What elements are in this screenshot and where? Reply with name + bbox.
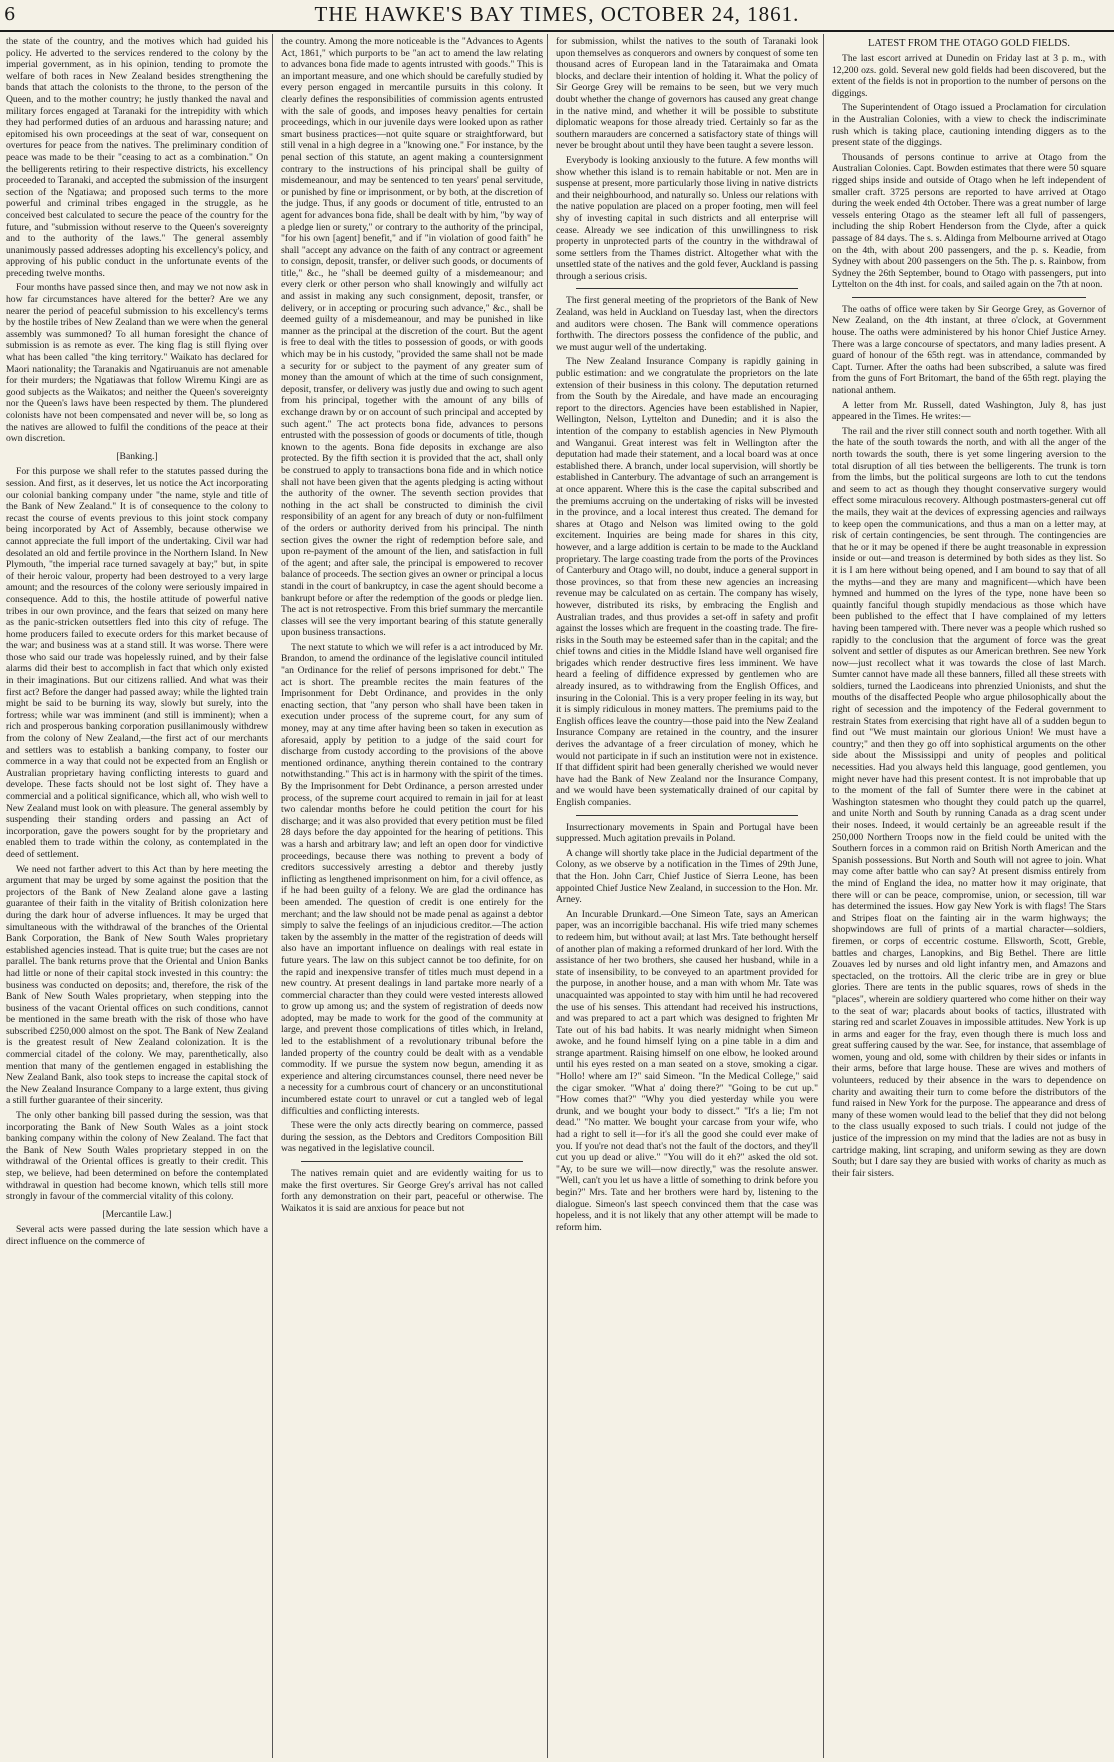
column-3 xyxy=(556,36,818,1756)
section-heading-banking: [Banking.] xyxy=(116,450,158,462)
column-rule xyxy=(272,34,273,1758)
paragraph: The natives remain quiet and are evidently waiting for us to make the first overtures. Sir George Grey's arrival has not called forth any demonstration on their part, peaceful or otherwise. The Waikatos it is said are anxious for peace but not xyxy=(281,1168,543,1214)
paragraph: A letter from Mr. Russell, dated Washington, July 8, has just appeared in the Times. He writes:— xyxy=(832,399,1106,423)
paragraph: The New Zealand Insurance Company is rapidly gaining in public estimation: and we congratulate the proprietors on the late extension of their business in this colony. The deputation returned from the South by the Airedale, and have made an encouraging report to the directors. Agencies have been established in Napier, Wellington, Nelson, Lyttelton and Dunedin; and it is also the intention of the company to establish agencies in New Plymouth and Wanganui. Great interest was felt in Wellington after the deputation had made their statement, and a local board was at once established there. A branch, under local supervision, will shortly be established in Canterbury. The advantage of such an arrangement is at once apparent. Where this is the case the capital subscribed and the premiums accruing on the undertaking of risks will be invested in the province, and a local interest thus created. The demand for shares at Otago and Nelson was limited owing to the gold excitement. Inquiries are being made for shares in this city, however, and a large addition is certain to be made to the Auckland proprietary. The large coasting trade from the ports of the Provinces of Canterbury and Otago will, no doubt, induce a general support in those provinces, so that from these new agencies an increasing revenue may be calculated on as certain. The company has wisely, however, distributed its risks, by embracing the English and Australian trades, and thus provides a set-off in safety and profit against the losses which are frequent in the coasting trade. The fire-risks in the South may be esteemed safer than in the capital; and the chief towns and cities in the Middle Island have well organised fire brigades which render destructive fires less imminent. We have heard a feeling of diffidence expressed by gentlemen who are already insured, as to withdrawing from the English Offices, and insuring in the Colonial. This is a very proper feeling in its way, but it is simply ridiculous in money matters. The premiums paid to the English offices leave the country—those paid into the New Zealand Insurance Company are retained in the country, and the insurer derives the advantage of a freer circulation of money, which he would not participate in if such an institution were not in existence. If that diffident spirit had been generally cherished we would never have had the Bank of New Zealand nor the Insurance Company, and we would have been systematically drained of our capital by English companies. xyxy=(556,356,818,808)
divider xyxy=(576,815,798,816)
column-2 xyxy=(281,36,543,1756)
paragraph: the country. Among the more noticeable is the "Advances to Agents Act, 1861," which purports to be "an act to amend the law relating to advances bona fide made to agents intrusted with goods." This is an important measure, and one which should be carefully studied by every person engaged in mercantile pursuits in this colony. It clearly defines the responsibilities of commission agents entrusted with the sale of goods, and imposes heavy penalties for certain proceedings, which in our juvenile days were looked upon as rather smart business practices—not quite square or straightforward, but still venal in a high degree in a "knowing one." For instance, by the penal section of this statute, an agent making a countersignment contrary to the instructions of his principal shall be guilty of misdemeanour, and may be sentenced to ten years' penal servitude, or punished by fine or imprisonment, or by both, at the discretion of the judge. Thus, if any goods or document of title, entrusted to an agent for advances bona fide, shall be dealt with by him, "by way of a pledge lien or surety," or contrary to the authority of the principal, "for his own [agent] benefit," and if "in violation of good faith" he shall "accept any advance on the faith of any contract or agreement to consign, deposit, transfer, or deliver such goods, or documents of title," &c., he "shall be deemed guilty of a misdemeanour; and every clerk or other person who shall knowingly and wilfully act and assist in making any such consignment, deposit, transfer, or delivery, or in accepting or procuring such advance," &c., shall be deemed guilty of a misdemeanour, and may be punished in like manner as the principal at the discretion of the court. But the agent is free to deal with the titles to possession of goods, or with goods which may be in his custody, "provided the same shall not be made a security for or subject to the payment of any greater sum of money than the amount of which at the time of such consignment, deposit, transfer, or delivery was justly due and owing to such agent from his principal, together with the amount of any bills of exchange drawn by or on account of such principal and accepted by such agent." The act protects bona fide, advances to persons entrusted with the possession of goods or documents of title, though known to the agents. Bona fide deposits in exchange are also protected. By the fifth section it is provided that the act, shall only be construed to apply to transactions bona fide and in which notice shall not have been given that the agents pledging is acting without the authority of the owner. The seventh section provides that nothing in the act shall be constructed to diminish the civil responsibility of an agent for any breach of duty or non-fulfilment of the orders or authority derived from his principal. The ninth section gives the owner the right of redemption before sale, and upon re-payment of the amount of the lien, and satisfaction in full of the agent; and after sale, the principal is empowered to recover balance of proceeds. The section gives an owner or principal a locus standi in the court of bankruptcy, in case the agent should become a bankrupt before or after the redemption of the goods or pledge lien. The act is not retrospective. From this brief summary the mercantile classes will see the very important bearing of this statute generally upon business transactions. xyxy=(281,36,543,639)
section-heading-mercantile-law: [Mercantile Law.] xyxy=(102,1208,172,1220)
paragraph: For this purpose we shall refer to the statutes passed during the session. And first, as it deserves, let us notice the Act incorporating our colonial banking company under "the name, style and title of the Bank of New Zealand." It is of consequence to the colony to recast the course of events previous to this joint stock company being incorporated by Act of Assembly, because otherwise we cannot appreciate the full import of the undertaking. Civil war had desolated an old and fertile province in the Northern Island. In New Plymouth, "the imperial race turned savagely at bay;" but, in spite of their heroic valour, property had been destroyed to a very large amount; and the resources of the colony were seriously impaired in consequence. Add to this, the hostile attitude of powerful native tribes in our own province, and the fears that seized on many here as the panic-stricken outsettlers fled into this city of refuge. The home producers failed to execute orders for this market because of the war; and business was at a stand still. It was worse. There were those who said our trade was hopelessly ruined, and by their false alarms did their best to accomplish in fact that which only existed in their imaginations. But our citizens rallied. And what was their first act? Before the danger had passed away; while the lighted train might be said to be burning its way, slowly but surely, into the fortress; while war was imminent (and still is imminent); when a rich and prosperous banking corporation pusillanimously withdrew from the colony of New Zealand,—the first act of our merchants and settlers was to establish a banking company, to foster our commerce in a way that could not be expected from an English or Australian proprietary having conflicting interests to guard and develope. These facts should not be lost sight of. They have a commercial and a political significance, which all, who wish well to New Zealand must look on with pleasure. The general assembly by suspending their standing orders and passing an Act of incorporation, gave the powers sought for by the proprietary and enabled them to trade within the colony, as contemplated in the deed of settlement. xyxy=(6,466,268,860)
column-rule xyxy=(823,34,824,1758)
paragraph: The first general meeting of the proprietors of the Bank of New Zealand, was held in Auckland on Tuesday last, when the directors and auditors were chosen. The Bank will commence operations forthwith. The directors possess the confidence of the public, and we must augur well of the undertaking. xyxy=(556,295,818,353)
newspaper-title: THE HAWKE'S BAY TIMES, OCTOBER 24, 1861. xyxy=(314,2,800,26)
paragraph: Insurrectionary movements in Spain and Portugal have been suppressed. Much agitation prevails in Poland. xyxy=(556,821,818,845)
column-1 xyxy=(6,36,268,1756)
divider xyxy=(576,288,798,289)
paragraph: for submission, whilst the natives to the south of Taranaki look upon themselves as conquerors and owners by conquest of some ten thousand acres of European land in the Tataraimaka and Omata blocks, and declare their intention of holding it. What the policy of Sir George Grey will be remains to be seen, but we very much doubt whether the change of governors has caused any great change in the native mind, and whether it will be possible to substitute diplomatic weapons for those already tried. Certainly so far as the southern marauders are concerned a satisfactory state of things will never be brought about until they have been taught a severe lesson. xyxy=(556,36,818,152)
paragraph: Several acts were passed during the late session which have a direct influence on the commerce of xyxy=(6,1224,268,1247)
paragraph: The last escort arrived at Dunedin on Friday last at 3 p. m., with 12,200 ozs. gold. Several new gold fields had been discovered, but the extent of the fields is not in proportion to the number of persons on the diggings. xyxy=(832,53,1106,99)
paragraph: Thousands of persons continue to arrive at Otago from the Australian Colonies. Capt. Bowden estimates that there were 50 square rigged ships inside and outside of Otago when he left independent of smaller craft. 3725 persons are reported to have arrived at Otago during the week ended 4th October. There was a great number of large vessels entering Otago as the steamer left all full of passengers, including the ship Robert Henderson from the Clyde, after a quick passage of 84 days. The s. s. Aldinga from Melbourne arrived at Otago on the 4th, with about 200 passengers, and the p. s. Keadie, from Sydney with about 200 passengers on the 5th. The p. s. Rainbow, from Sydney the 26th September, bound to Otago with passengers, put into Lyttelton on the 4th inst. for coals, and sailed again on the 7th at noon. xyxy=(832,151,1106,291)
column-rule xyxy=(547,34,548,1758)
paragraph: We need not farther advert to this Act than by here meeting the argument that may be urged by some against the position that the projectors of the Bank of New Zealand alone gave a lasting guarantee of their faith in the vitality of British colonization here during the dark hour of adverse influences. It may be urged that simultaneous with the withdrawal of the branches of the Oriental Bank Corporation, the Bank of New South Wales proprietary established agencies instead. That is quite true; but the cases are not parallel. The bank returns prove that the Oriental and Union Banks had little or none of their capital stock invested in this country: the business was conducted on deposits; and, therefore, the risk of the Bank of New South Wales proprietary, when stepping into the business of the vacant Oriental offices on such conditions, cannot be mentioned in the same breath with the risk of those who have subscribed £250,000 almost on the spot. The Bank of New Zealand is the greatest result of New Zealand colonization. It is the commercial citadel of the colony. We may, parenthetically, also mention that many of the gentlemen engaged in establishing the New Zealand Bank, also took steps to increase the capital stock of the New Zealand Insurance Company to a large extent, thus giving a still further guarantee of their sincerity. xyxy=(6,863,268,1107)
paragraph: An Incurable Drunkard.—One Simeon Tate, says an American paper, was an incorrigible bacchanal. His wife tried many schemes to redeem him, but without avail; at last Mrs. Tate bethought herself of another plan of making a reformed drunkard of her lord. With the assistance of her two brothers, she caused her husband, while in a state of insensibility, to be conveyed to an apartment provided for the purpose, in another house, and a man with whom Mr. Tate was unacquainted was appointed to stay with him until he had recovered the use of his senses. This attendant had received his instructions, and was prepared to act a part which was designed to frighten Mr Tate out of his bad habits. It was nearly midnight when Simeon awoke, and he found himself lying on a pine table in a dim and strange apartment. Raising himself on one elbow, he looked around until his eyes rested on a man seated on a stove, smoking a cigar. "Hollo! where am I?" said Simeon. "In the Medical College," said the cigar smoker. "What a' doing there?" "Going to be cut up." "How comes that?" "Why you died yesterday while you were drunk, and we bought your body to dissect." "It's a lie; I'm not dead." "No matter. We bought your carcase from your wife, who had a right to sell it—for it's all the good she could ever make of you. If you're not dead that's not the fault of the doctors, and they'll cut you up dead or alive." "You will do it eh?" asked the old sot. "Ay, to be sure we will—now directly," was the resolute answer. "Well, can't you let us have a little of something to drink before you begin?" Mrs. Tate and her brothers were hard by, listening to the dialogue. Simeon's last speech convinced them that the case was hopeless, and it is not likely that any other attempt will be made to reform him. xyxy=(556,908,818,1233)
paragraph: Four months have passed since then, and may we not now ask in how far circumstances have altered for the better? Are we any nearer the period of peaceful submission to his excellency's terms by the hostile tribes of New Zealand than we were when the general assembly was summoned? To all human foresight the chance of submission is as remote as ever. The king flag is still flying over what has been called "the king territory." Waikato has declared for Maori nationality; the Taranakis and Ngatiruanuis are not amenable for their murders; the Ngatiawas that follow Wiremu Kingi are as good subjects as the Waikatos; and neither the Queen's sovereignty nor the Queen's laws have been respected by them. The plundered colonists have not been compensated and never will be, so long as the natives are allowed to fulfil the conditions of the peace at their own discretion. xyxy=(6,282,268,445)
paragraph: Everybody is looking anxiously to the future. A few months will show whether this island is to remain habitable or not. Men are in suspense at present, more particularly those living in native districts and their neighbourhood, and naturally so. Unless our relations with the native population are placed on a proper footing, men will feel shy of investing capital in such districts and all enterprise will cease. Already we see indication of this unwillingness to risk property in unprotected parts of the country in the withdrawal of some settlers from the Thames district. Altogether what with the unsettled state of the natives and the gold fever, Auckland is passing through a serious crisis. xyxy=(556,154,818,282)
page-number: 6 xyxy=(4,4,16,25)
divider xyxy=(301,1161,523,1162)
paragraph: The only other banking bill passed during the session, was that incorporating the Bank of New South Wales as a joint stock banking company within the colony of New Zealand. The fact that the Bank of New South Wales proprietary stepped in on the withdrawal of the Oriental offices is greatly to their credit. This step, we believe, had been determined on before the contemplated withdrawal in question had become known, which tells still more strongly in favour of the commercial vitality of this colony. xyxy=(6,1110,268,1203)
paragraph: The oaths of office were taken by Sir George Grey, as Governor of New Zealand, on the 4th instant, at three o'clock, at Government house. The oaths were administered by his honor Chief Justice Arney. There was a large concourse of spectators, and many ladies present. A guard of honour of the 65th regt. was in attendance, commanded by Capt. Turner. After the oaths had been subscribed, a salute was fired from the guns of Fort Britomart, the band of the 65th regt. playing the national anthem. xyxy=(832,303,1106,397)
divider xyxy=(852,297,1086,298)
headline-otago-gold-fields: LATEST FROM THE OTAGO GOLD FIELDS. xyxy=(868,38,1070,49)
paragraph: The Superintendent of Otago issued a Proclamation for circulation in the Australian Colonies, with a view to check the indiscriminate rush which is taking place, cautioning intending diggers as to the present state of the diggings. xyxy=(832,102,1106,149)
paragraph: A change will shortly take place in the Judicial department of the Colony, as we observe by a notification in the Times of 29th June, that the Hon. John Carr, Chief Justice of Sierra Leone, has been appointed Chief Justice New Zealand, in succession to the Hon. Mr. Arney. xyxy=(556,847,818,906)
paragraph: These were the only acts directly bearing on commerce, passed during the session, as the Debtors and Creditors Composition Bill was negatived in the legislative council. xyxy=(281,1120,543,1155)
paragraph: The rail and the river still connect south and north together. With all the hate of the south towards the north, and with all the anger of the north towards the south, there is yet some lingering aversion to the total disruption of all ties between the belligerents. The trunk is torn from the limbs, but the political surgeons are loth to cut the tendons and seem to act as though they thought conservative surgery would effect some miraculous recovery. Although postmasters-general cut off the mails, they wait at the devices of expressing agencies and railways to keep open the communications, and thus a man on a letter may, at risk of certain contingencies, be sent through. The contingencies are that he or it may be opened if there be aught treasonable in expression inside or out—and treason is determined by both sides as they list. So it is I am here without being opened, and I am bound to say that of all the myths—and they are many and magnificent—which have been hymned and hummed on the lyres of the type, none have been so quaintly fanciful though stupidly mendacious as those which have been published to the effect that I have complained of my letters having been tampered with. There never was a people which rushed so rapidly to the conclusion that the argument of force was the great solvent and settler of disputes as our American brethren. See new York now—just recollect what it was towards the close of last March. Sumter cannot have made all these banners, filled all these streets with soldiers, turned the Laodiceans into phrenzied Unionists, and shut the mouths of the disaffected People who argue philosophically about the right of secession and the impotency of the Federal government to restrain States from exercising that right have all of a sudden begun to find out "We must maintain our glorious Union! We must have a country;" and then they go off into sophistical arguments on the other side about the Mississippi and unity of peoples and political necessities. Had you always held this language, good gentlemen, you might never have had this present contest. It is not improbable that up to the moment of the fall of Sumter there were in the cabinet at Washington statesmen who thought they could patch up the quarrel, and unite North and South by running Canada as a drag scent under their noses. Indeed, it would certainly be an agreeable result if the 250,000 Northern Troops now in the field could be united with the Southern forces in a common raid on British North American and the Spanish possessions. But North and South will not agree to join. What may come after battle who can say? At present dismiss entirely from the mind of England the idea, no matter how it may originate, that there will or can be peace, compromise, union, or secession, till war has determined the issues. How gay New York is with flags! The Stars and Stripes float on the fainting air in the warm highways; the shopwindows are full of prints of a martial character—soldiers, firemen, or corps of eccentric costume. Ellsworth, Scott, Greble, battles and charges, Lanopkins, and Big Bethel. There are little Zouaves led by nurses and old light infantry men, and Amazons and spectacled, on the trottoirs. All the cleric tribe are in grey or blue glories. There are tents in the public squares, rows of sheds in the "places", wherein are soldiery quartered who come hither on their way to the seat of war; placards about books of tactics, illustrated with staring red and scarlet Zouaves in impossible attitudes. New York is up in arms and eager for the fray, even though there is much loss and great suffering caused by the war. See, for instance, that assemblage of women, young and old, some with children by their sides or infants in their arms, before that large house. These are wives and mothers of volunteers, reduced by their absence in the wars to dependence on charity and awaiting their turn to come before the distributors of the fund raised in New York for the purpose. The appearance and dress of many of these women would lead to the belief that they did not belong to the class usually exposed to such trials. I could not judge of the justice of the impression on my mind that the ladies are not as busy in cartridge making, lint scraping, and uniform sewing as they are down South; but I dare say they are busied with works of charity as much as their fair sisters. xyxy=(832,425,1106,1179)
paragraph: the state of the country, and the motives which had guided his policy. He adverted to the services rendered to the colony by the imperial government, as in his opinion, tending to promote the welfare of both races in New Zealand besides strengthening the bands that attach the colonists to the throne, to the person of the Queen, and to the mother country; he justly thanked the naval and military forces engaged at Taranaki for the intrepidity with which they had performed duties of an arduous and harassing nature; and epitomised his own proceedings at the seat of war, consequent on overtures for peace from the natives. The preliminary condition of peace was made to be their "ceasing to act as a combination." On the belligerents retiring to their respective districts, his excellency proceeded to Taranaki, and accepted the submission of the insurgent section of the Ngatiawa; and proposed such terms to the more powerful and criminal tribes engaged in the struggle, as he conceived best calculated to secure the peace of the country for the future, and "submission without reserve to the Queen's sovereignty and to the authority of the laws." The general assembly unanimously passed addresses adopting his excellency's policy, and approving of his public conduct in the unfortunate events of the preceding twelve months. xyxy=(6,36,268,279)
column-4 xyxy=(832,36,1106,1756)
paragraph: The next statute to which we will refer is a act introduced by Mr. Brandon, to amend the ordinance of the legislative council intituled "an Ordinance for the relief of persons imprisoned for debt." The act is short. The preamble recites the main features of the Imprisonment for Debt Ordinance, and provides in the only enacting section, that "any person who shall have been taken in execution under process of the supreme court, for any sum of money, may at any time after having been so taken in execution as aforesaid, apply by petition to a judge of the said court for discharge from custody according to the provisions of the above mentioned ordinance, anything therein contained to the contrary notwithstanding." This act is in harmony with the spirit of the times. By the Imprisonment for Debt Ordinance, a person arrested under process, of the supreme court acquired to remain in jail for at least two calendar months before he could petition the court for his discharge; and it was also provided that every petition must be filed 28 days before the day appointed for the hearing of petitions. This was a harsh and arbitrary law; and left an open door for vindictive proceedings, because there was nothing to prevent a body of creditors successively arresting a debtor and thereby justly inflicting as lengthened imprisonment on him, for a civil offence, as if he had been guilty of a felony. We are glad the ordinance has been amended. The question of credit is one entirely for the merchant; and the law should not be made penal as against a debtor simply to salve the feelings of an injudicious creditor.—The action taken by the assembly in the matter of the registration of deeds will also have an important influence on dealings with real estate in future years. The law on this subject cannot be too definite, for on the rapid and inexpensive transfer of titles much must depend in a new country. At present dealings in land partake more nearly of a commercial character than they could were vested interests allowed to grow up among us; and the system of registration of deeds now adopted, may be made to work for the good of the community at large, and prevent those complications of titles which, in Ireland, led to the establishment of a revolutionary tribunal before the landed property of the country could be dealt with as a vendable commodity. If we pursue the system now begun, amending it as experience and altering circumstances counsel, there need never be a necessity for a cumbrous court of chancery or an unconstitutional incumbered estate court to unravel or cut a tangled web of legal difficulties and conflicting interests. xyxy=(281,641,543,1117)
masthead xyxy=(0,0,1114,32)
